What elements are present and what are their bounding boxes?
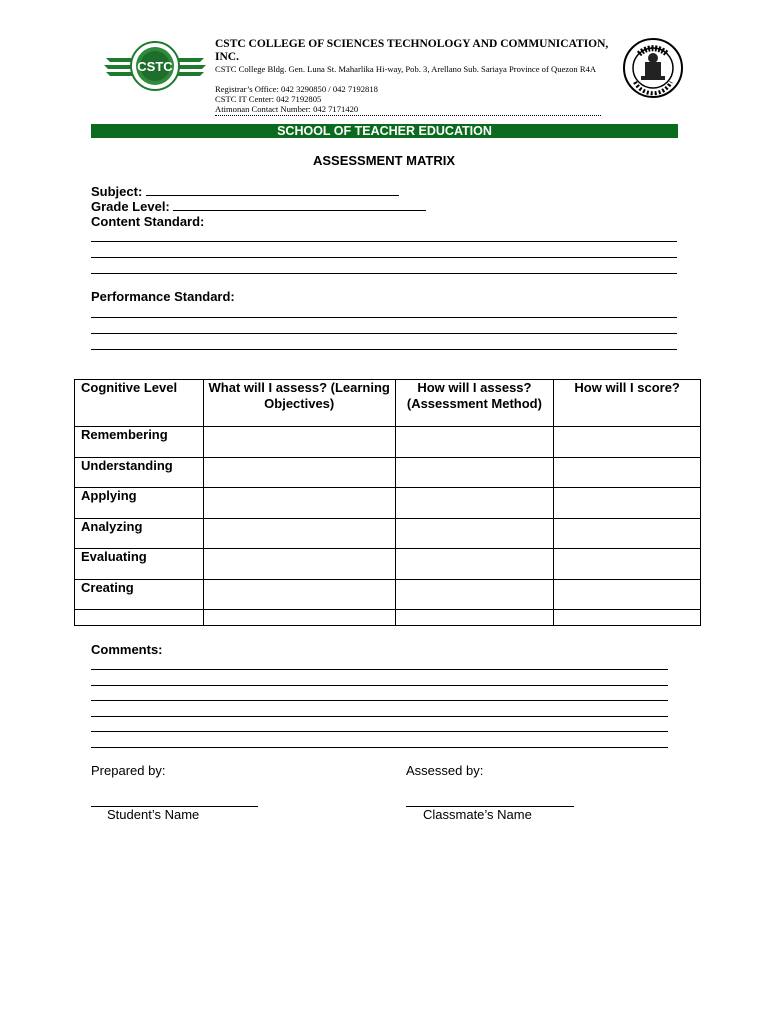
empty-cell[interactable]	[75, 610, 204, 626]
score-cell[interactable]	[554, 580, 701, 610]
table-row	[75, 458, 701, 488]
column-header-how-score: How will I score?	[554, 380, 701, 427]
subject-blank[interactable]	[146, 184, 399, 196]
grade-level-field	[91, 199, 426, 214]
column-header-cognitive-level: Cognitive Level	[75, 380, 204, 427]
score-cell[interactable]	[554, 519, 701, 549]
teacher-education-seal	[619, 38, 687, 98]
header-divider	[215, 115, 601, 116]
assessed-by-label: Assessed by:	[406, 763, 484, 778]
content-standard-label: Content Standard:	[91, 214, 205, 229]
school-banner: SCHOOL OF TEACHER EDUCATION	[91, 124, 678, 138]
objective-cell[interactable]	[203, 458, 395, 488]
comments-line[interactable]	[91, 700, 668, 701]
table-header-row	[75, 380, 701, 427]
content-standard-line[interactable]	[91, 241, 677, 242]
comments-line[interactable]	[91, 669, 668, 670]
level-cell: Remembering	[75, 427, 204, 458]
atimonan-contact: Atimonan Contact Number: 042 7171420	[215, 104, 359, 114]
classmate-name-label: Classmate’s Name	[423, 807, 532, 822]
empty-cell[interactable]	[203, 610, 395, 626]
comments-line[interactable]	[91, 716, 668, 717]
level-cell: Evaluating	[75, 549, 204, 580]
comments-line[interactable]	[91, 731, 668, 732]
objective-cell[interactable]	[203, 427, 395, 458]
method-cell[interactable]	[395, 519, 554, 549]
objective-cell[interactable]	[203, 549, 395, 580]
college-address: CSTC College Bldg. Gen. Luna St. Maharlika Hi-way, Pob. 3, Arellano Sub. Sariaya Province of Quezon R4A	[215, 64, 597, 74]
it-center-contact: CSTC IT Center: 042 7192805	[215, 94, 322, 104]
method-cell[interactable]	[395, 488, 554, 519]
college-name: CSTC COLLEGE OF SCIENCES TECHNOLOGY AND COMMUNICATION, INC.	[215, 38, 609, 63]
table-row	[75, 580, 701, 610]
level-cell: Understanding	[75, 458, 204, 488]
method-cell[interactable]	[395, 580, 554, 610]
grade-level-blank[interactable]	[173, 199, 426, 211]
student-name-label: Student’s Name	[107, 807, 200, 822]
level-cell: Creating	[75, 580, 204, 610]
comments-line[interactable]	[91, 747, 668, 748]
score-cell[interactable]	[554, 549, 701, 580]
column-header-how-assess: How will I assess? (Assessment Method)	[395, 380, 554, 427]
performance-standard-line[interactable]	[91, 317, 677, 318]
comments-label: Comments:	[91, 642, 163, 657]
score-cell[interactable]	[554, 488, 701, 519]
objective-cell[interactable]	[203, 488, 395, 519]
table-row	[75, 488, 701, 519]
cstc-logo-text: CSTC	[137, 59, 173, 74]
level-cell: Applying	[75, 488, 204, 519]
performance-standard-label: Performance Standard:	[91, 289, 235, 304]
objective-cell[interactable]	[203, 580, 395, 610]
registrar-contact: Registrar’s Office: 042 3290850 / 042 7192818	[215, 84, 378, 94]
content-standard-line[interactable]	[91, 273, 677, 274]
level-cell: Analyzing	[75, 519, 204, 549]
empty-cell[interactable]	[554, 610, 701, 626]
table-row-empty	[75, 610, 701, 626]
empty-cell[interactable]	[395, 610, 554, 626]
objective-cell[interactable]	[203, 519, 395, 549]
subject-label: Subject:	[91, 184, 143, 199]
form-title: ASSESSMENT MATRIX	[312, 153, 456, 168]
comments-line[interactable]	[91, 685, 668, 686]
table-row	[75, 549, 701, 580]
prepared-by-label: Prepared by:	[91, 763, 166, 778]
column-header-what: What will I assess? (Learning Objectives)	[203, 380, 395, 427]
assessment-matrix-table	[74, 379, 701, 626]
method-cell[interactable]	[395, 427, 554, 458]
method-cell[interactable]	[395, 549, 554, 580]
table-row	[75, 519, 701, 549]
method-cell[interactable]	[395, 458, 554, 488]
table-row	[75, 427, 701, 458]
score-cell[interactable]	[554, 458, 701, 488]
content-standard-line[interactable]	[91, 257, 677, 258]
performance-standard-line[interactable]	[91, 333, 677, 334]
subject-field	[91, 184, 399, 199]
performance-standard-line[interactable]	[91, 349, 677, 350]
score-cell[interactable]	[554, 427, 701, 458]
grade-level-label: Grade Level:	[91, 199, 170, 214]
cstc-logo	[102, 40, 208, 92]
